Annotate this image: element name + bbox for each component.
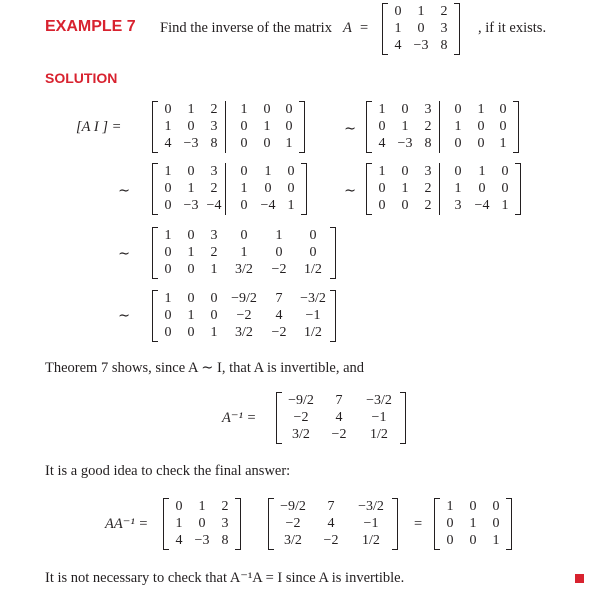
matrix-entry: 1 xyxy=(164,228,172,243)
matrix-entry: 0 xyxy=(187,119,195,135)
matrix-entry: −9/2 xyxy=(288,393,314,408)
matrix-entry: 1 xyxy=(264,164,272,179)
matrix-entry: 0 xyxy=(501,181,509,197)
matrix-row xyxy=(157,163,302,180)
matrix-entry: 0 xyxy=(499,119,507,135)
matrix-entry: 1 xyxy=(454,119,462,135)
matrix-entry: 0 xyxy=(309,245,317,261)
matrix-entry: −3/2 xyxy=(366,393,392,408)
matrix-entry: 2 xyxy=(210,102,218,117)
matrix-entry: −2 xyxy=(293,410,309,426)
matrix-entry: 1 xyxy=(501,198,509,214)
matrix-entry: 0 xyxy=(187,164,195,179)
matrix-entry: 1/2 xyxy=(304,325,322,341)
matrix-entry: 1 xyxy=(401,181,409,197)
matrix-entry: 2 xyxy=(424,119,432,135)
matrix-entry: 0 xyxy=(477,136,485,152)
matrix-entry: 8 xyxy=(440,38,448,54)
matrix-entry: 0 xyxy=(164,245,172,261)
matrix-entry: 8 xyxy=(424,136,432,152)
matrix-entry: 3 xyxy=(221,516,229,532)
matrix-entry: 1 xyxy=(287,198,295,214)
matrix-row xyxy=(439,532,507,549)
matrix-entry: 0 xyxy=(198,516,206,532)
matrix-entry: −1 xyxy=(371,410,387,426)
matrix-entry: 0 xyxy=(454,164,462,179)
check-equals: = xyxy=(414,516,423,532)
bracket-right xyxy=(515,163,521,215)
matrix-entry: 0 xyxy=(164,102,172,117)
matrix-entry: 0 xyxy=(287,164,295,179)
matrix-entry: −2 xyxy=(271,262,287,278)
bracket-left xyxy=(152,290,158,342)
bracket-right xyxy=(299,101,305,153)
matrix-entry: 0 xyxy=(417,21,425,37)
matrix-entry: −3/2 xyxy=(358,499,384,514)
matrix-row xyxy=(371,135,514,152)
matrix-entry: −3 xyxy=(413,38,429,54)
matrix-entry: 1 xyxy=(240,102,248,117)
matrix-entry: 0 xyxy=(187,325,195,341)
matrix-entry: 0 xyxy=(378,119,386,135)
matrix-entry: 0 xyxy=(401,164,409,179)
matrix-entry: 0 xyxy=(164,262,172,278)
matrix-row xyxy=(157,197,302,214)
matrix-entry: 0 xyxy=(187,262,195,278)
matrix-entry: 0 xyxy=(240,228,248,243)
augmented-step-3 xyxy=(152,163,307,215)
matrix-entry: 3/2 xyxy=(284,533,302,549)
matrix-entry: −3 xyxy=(183,198,199,214)
matrix-entry: 1 xyxy=(187,102,195,117)
matrix-entry: 4 xyxy=(378,136,386,152)
matrix-entry: 0 xyxy=(187,291,195,306)
matrix-entry: 0 xyxy=(263,136,271,152)
bracket-left xyxy=(366,163,372,215)
matrix-entry: −2 xyxy=(271,325,287,341)
matrix-entry: 1 xyxy=(164,164,172,179)
matrix-row xyxy=(157,290,331,307)
matrix-row xyxy=(157,307,331,324)
matrix-entry: 7 xyxy=(327,499,335,514)
matrix-row xyxy=(157,324,331,341)
identity-matrix xyxy=(434,498,512,550)
matrix-row xyxy=(387,37,455,54)
row-equiv-4: ∼ xyxy=(118,246,131,262)
matrix-a xyxy=(382,3,460,55)
matrix-entry: 0 xyxy=(454,136,462,152)
augmented-label: [A I ] = xyxy=(76,119,122,135)
matrix-entry: 1 xyxy=(401,119,409,135)
matrix-entry: 0 xyxy=(499,102,507,117)
matrix-entry: 1 xyxy=(198,499,206,514)
matrix-row xyxy=(157,101,300,118)
augmented-step-2 xyxy=(366,101,519,153)
inverse-label: A⁻¹ = xyxy=(222,410,257,426)
matrix-entry: 0 xyxy=(175,499,183,514)
matrix-entry: 3 xyxy=(210,228,218,243)
matrix-row xyxy=(168,532,236,549)
matrix-entry: 0 xyxy=(394,4,402,19)
matrix-entry: 2 xyxy=(221,499,229,514)
matrix-entry: 2 xyxy=(424,181,432,197)
matrix-entry: −3/2 xyxy=(300,291,326,306)
matrix-entry: 0 xyxy=(446,516,454,532)
matrix-row xyxy=(387,20,455,37)
matrix-entry: 8 xyxy=(221,533,229,549)
matrix-entry: 1 xyxy=(477,102,485,117)
bracket-right xyxy=(454,3,460,55)
matrix-entry: 3 xyxy=(424,164,432,179)
end-marker xyxy=(575,574,584,583)
if-exists-text: , if it exists. xyxy=(478,20,547,36)
example-prompt: Find the inverse of the matrix xyxy=(160,20,332,36)
matrix-row xyxy=(157,244,331,261)
matrix-entry: 0 xyxy=(477,119,485,135)
matrix-entry: 3/2 xyxy=(235,325,253,341)
matrix-entry: 0 xyxy=(187,228,195,243)
bracket-left xyxy=(152,227,158,279)
equals-sign: = xyxy=(360,20,369,36)
bracket-right xyxy=(513,101,519,153)
matrix-entry: −3 xyxy=(397,136,413,152)
matrix-entry: 1 xyxy=(478,164,486,179)
matrix-entry: 0 xyxy=(164,308,172,324)
matrix-entry: 0 xyxy=(454,102,462,117)
bracket-left xyxy=(366,101,372,153)
matrix-entry: −1 xyxy=(305,308,321,324)
augmented-step-4 xyxy=(366,163,521,215)
matrix-entry: 7 xyxy=(275,291,283,306)
matrix-row xyxy=(387,3,455,20)
matrix-row xyxy=(273,515,393,532)
matrix-row xyxy=(157,118,300,135)
matrix-row xyxy=(281,392,401,409)
matrix-row xyxy=(371,101,514,118)
check-label: AA⁻¹ = xyxy=(105,516,149,532)
matrix-entry: 4 xyxy=(327,516,335,532)
bracket-right xyxy=(301,163,307,215)
matrix-entry: −1 xyxy=(363,516,379,532)
matrix-row xyxy=(371,118,514,135)
check-matrix-a xyxy=(163,498,241,550)
matrix-row xyxy=(273,532,393,549)
bracket-left xyxy=(152,163,158,215)
matrix-entry: 0 xyxy=(275,245,283,261)
matrix-entry: 1 xyxy=(378,102,386,117)
matrix-entry: −3 xyxy=(183,136,199,152)
matrix-entry: 1 xyxy=(446,499,454,514)
matrix-row xyxy=(439,515,507,532)
matrix-row xyxy=(273,498,393,515)
matrix-entry: 3 xyxy=(424,102,432,117)
matrix-entry: 3 xyxy=(210,164,218,179)
matrix-entry: −9/2 xyxy=(280,499,306,514)
matrix-entry: 0 xyxy=(164,198,172,214)
matrix-row xyxy=(168,515,236,532)
bracket-left xyxy=(268,498,274,550)
matrix-entry: 0 xyxy=(164,325,172,341)
matrix-entry: 0 xyxy=(378,181,386,197)
augmented-step-6 xyxy=(152,290,336,342)
matrix-entry: 0 xyxy=(240,119,248,135)
matrix-entry: 1 xyxy=(187,308,195,324)
matrix-entry: 1 xyxy=(469,516,477,532)
inverse-matrix xyxy=(276,392,406,444)
matrix-entry: −9/2 xyxy=(231,291,257,306)
matrix-entry: 7 xyxy=(335,393,343,408)
row-equiv-2: ∼ xyxy=(118,183,131,199)
check-matrix-a-inverse xyxy=(268,498,398,550)
matrix-entry: 0 xyxy=(309,228,317,243)
matrix-entry: 1 xyxy=(263,119,271,135)
matrix-entry: 1 xyxy=(417,4,425,19)
matrix-entry: 1 xyxy=(164,119,172,135)
bracket-right xyxy=(330,290,336,342)
matrix-entry: 1 xyxy=(240,181,248,197)
solution-heading: SOLUTION xyxy=(45,70,118,86)
matrix-entry: 0 xyxy=(210,308,218,324)
matrix-entry: 0 xyxy=(263,102,271,117)
matrix-row xyxy=(168,498,236,515)
matrix-entry: 1/2 xyxy=(362,533,380,549)
matrix-entry: 0 xyxy=(240,198,248,214)
matrix-entry: 0 xyxy=(378,198,386,214)
matrix-entry: 0 xyxy=(469,499,477,514)
matrix-entry: 1 xyxy=(164,291,172,306)
matrix-entry: 1 xyxy=(275,228,283,243)
matrix-name-a: A xyxy=(343,20,352,36)
example-label: EXAMPLE 7 xyxy=(45,18,136,35)
matrix-row xyxy=(281,409,401,426)
matrix-row xyxy=(157,135,300,152)
row-equiv-3: ∼ xyxy=(344,183,357,199)
theorem-text: Theorem 7 shows, since A ∼ I, that A is invertible, and xyxy=(45,360,365,376)
matrix-row xyxy=(281,426,401,443)
matrix-entry: 8 xyxy=(210,136,218,152)
bracket-right xyxy=(506,498,512,550)
matrix-entry: 1 xyxy=(210,325,218,341)
matrix-entry: 0 xyxy=(164,181,172,197)
matrix-entry: 0 xyxy=(492,516,500,532)
row-equiv-1: ∼ xyxy=(344,121,357,137)
matrix-entry: 0 xyxy=(401,102,409,117)
bracket-left xyxy=(434,498,440,550)
matrix-entry: −3 xyxy=(194,533,210,549)
matrix-entry: 1 xyxy=(394,21,402,37)
matrix-entry: −2 xyxy=(236,308,252,324)
matrix-entry: 1 xyxy=(210,262,218,278)
bracket-left xyxy=(382,3,388,55)
final-text: It is not necessary to check that A⁻¹A = I since A is invertible. xyxy=(45,570,405,586)
matrix-entry: 2 xyxy=(210,245,218,261)
matrix-entry: 1 xyxy=(187,245,195,261)
matrix-entry: 1 xyxy=(492,533,500,549)
matrix-entry: 2 xyxy=(210,181,218,197)
matrix-entry: 1 xyxy=(175,516,183,532)
matrix-entry: 0 xyxy=(478,181,486,197)
matrix-entry: 1 xyxy=(378,164,386,179)
matrix-entry: 0 xyxy=(240,136,248,152)
matrix-entry: 0 xyxy=(210,291,218,306)
matrix-entry: 1 xyxy=(285,136,293,152)
bracket-right xyxy=(235,498,241,550)
matrix-row xyxy=(371,180,516,197)
matrix-entry: 1 xyxy=(187,181,195,197)
matrix-entry: 0 xyxy=(469,533,477,549)
matrix-entry: −2 xyxy=(323,533,339,549)
matrix-entry: 0 xyxy=(501,164,509,179)
matrix-entry: −4 xyxy=(474,198,490,214)
bracket-right xyxy=(330,227,336,279)
matrix-entry: 1/2 xyxy=(304,262,322,278)
matrix-entry: 3 xyxy=(440,21,448,37)
matrix-row xyxy=(371,197,516,214)
matrix-entry: 1 xyxy=(499,136,507,152)
bracket-left xyxy=(152,101,158,153)
bracket-left xyxy=(163,498,169,550)
matrix-entry: 0 xyxy=(240,164,248,179)
matrix-entry: 4 xyxy=(175,533,183,549)
matrix-entry: 1 xyxy=(454,181,462,197)
matrix-entry: 0 xyxy=(492,499,500,514)
matrix-entry: 2 xyxy=(424,198,432,214)
matrix-entry: 4 xyxy=(394,38,402,54)
matrix-entry: −4 xyxy=(260,198,276,214)
bracket-right xyxy=(392,498,398,550)
matrix-entry: 3/2 xyxy=(235,262,253,278)
check-text: It is a good idea to check the final answer: xyxy=(45,463,291,479)
matrix-entry: −2 xyxy=(331,427,347,443)
matrix-entry: 0 xyxy=(285,119,293,135)
matrix-entry: 0 xyxy=(264,181,272,197)
matrix-entry: 0 xyxy=(285,102,293,117)
matrix-entry: 0 xyxy=(446,533,454,549)
matrix-entry: 1 xyxy=(240,245,248,261)
matrix-entry: 3 xyxy=(210,119,218,135)
augmented-step-5 xyxy=(152,227,336,279)
matrix-entry: 4 xyxy=(164,136,172,152)
row-equiv-5: ∼ xyxy=(118,308,131,324)
matrix-entry: 1/2 xyxy=(370,427,388,443)
bracket-right xyxy=(400,392,406,444)
matrix-row xyxy=(157,180,302,197)
matrix-row xyxy=(157,261,331,278)
matrix-entry: 4 xyxy=(335,410,343,426)
matrix-entry: 0 xyxy=(401,198,409,214)
matrix-entry: 3 xyxy=(454,198,462,214)
matrix-row xyxy=(439,498,507,515)
bracket-left xyxy=(276,392,282,444)
matrix-entry: 2 xyxy=(440,4,448,19)
matrix-entry: 4 xyxy=(275,308,283,324)
matrix-entry: 0 xyxy=(287,181,295,197)
matrix-entry: 3/2 xyxy=(292,427,310,443)
augmented-step-1 xyxy=(152,101,305,153)
matrix-entry: −4 xyxy=(206,198,222,214)
matrix-entry: −2 xyxy=(285,516,301,532)
matrix-row xyxy=(157,227,331,244)
matrix-row xyxy=(371,163,516,180)
